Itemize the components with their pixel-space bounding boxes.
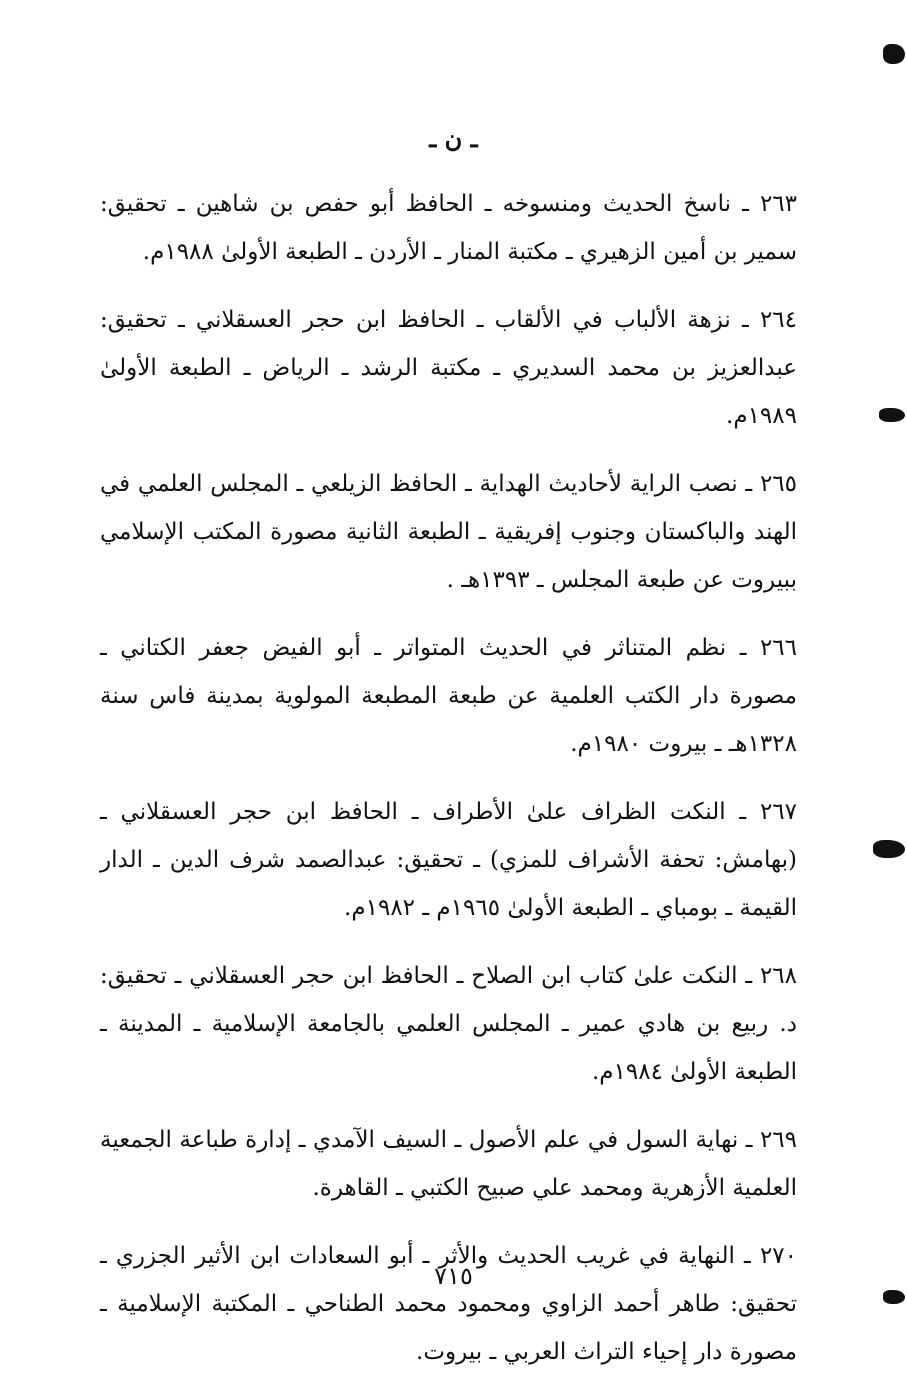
- bibliography-entry: ٢٧٠ ـ النهاية في غريب الحديث والأثر ـ أبو السعادات ابن الأثير الجزري ـ تحقيق: طاهر أحمد الزاوي ومحمود محمد الطناحي ـ المكتبة الإسلامية ـ مصورة دار إحياء التراث العربي ـ بيروت.: [100, 1243, 797, 1365]
- bibliography-entry: ٢٦٣ ـ ناسخ الحديث ومنسوخه ـ الحافظ أبو حفص بن شاهين ـ تحقيق: سمير بن أمين الزهيري ـ مكتبة المنار ـ الأردن ـ الطبعة الأولىٰ ١٩٨٨م.: [100, 191, 797, 265]
- bibliography-list: [100, 180, 797, 1396]
- page-number: ٧١٥: [434, 1262, 473, 1290]
- bibliography-entry: ٢٦٧ ـ النكت الظراف علىٰ الأطراف ـ الحافظ ابن حجر العسقلاني ـ (بهامش: تحفة الأشراف للمزي) ـ تحقيق: عبدالصمد شرف الدين ـ الدار القيمة ـ بومباي ـ الطبعة الأولىٰ ١٩٦٥م ـ ١٩٨٢م.: [100, 799, 797, 921]
- bibliography-entry: ٢٦٦ ـ نظم المتناثر في الحديث المتواتر ـ أبو الفيض جعفر الكتاني ـ مصورة دار الكتب العلمية عن طبعة المطبعة المولوية بمدينة فاس سنة ١٣٢٨هـ ـ بيروت ١٩٨٠م.: [100, 635, 797, 757]
- bibliography-entry: ٢٦٤ ـ نزهة الألباب في الألقاب ـ الحافظ ابن حجر العسقلاني ـ تحقيق: عبدالعزيز بن محمد السديري ـ مكتبة الرشد ـ الرياض ـ الطبعة الأولىٰ ١٩٨٩م.: [100, 307, 797, 429]
- scan-mark-lower-middle: [873, 840, 905, 858]
- section-header: ـ ن ـ: [429, 124, 478, 153]
- bibliography-entry: ٢٦٥ ـ نصب الراية لأحاديث الهداية ـ الحافظ الزيلعي ـ المجلس العلمي في الهند والباكستان وجنوب إفريقية ـ الطبعة الثانية مصورة المكتب الإسلامي ببيروت عن طبعة المجلس ـ ١٣٩٣هـ .: [100, 471, 797, 593]
- scan-mark-upper-middle: [879, 408, 905, 422]
- bibliography-entry: ٢٦٨ ـ النكت علىٰ كتاب ابن الصلاح ـ الحافظ ابن حجر العسقلاني ـ تحقيق: د. ربيع بن هادي عمير ـ المجلس العلمي بالجامعة الإسلامية ـ المدينة ـ الطبعة الأولىٰ ١٩٨٤م.: [100, 963, 797, 1085]
- scan-mark-bottom: [883, 1290, 905, 1304]
- scan-mark-top: [883, 44, 905, 64]
- bibliography-entry: ٢٦٩ ـ نهاية السول في علم الأصول ـ السيف الآمدي ـ إدارة طباعة الجمعية العلمية الأزهرية ومحمد علي صبيح الكتبي ـ القاهرة.: [100, 1127, 797, 1201]
